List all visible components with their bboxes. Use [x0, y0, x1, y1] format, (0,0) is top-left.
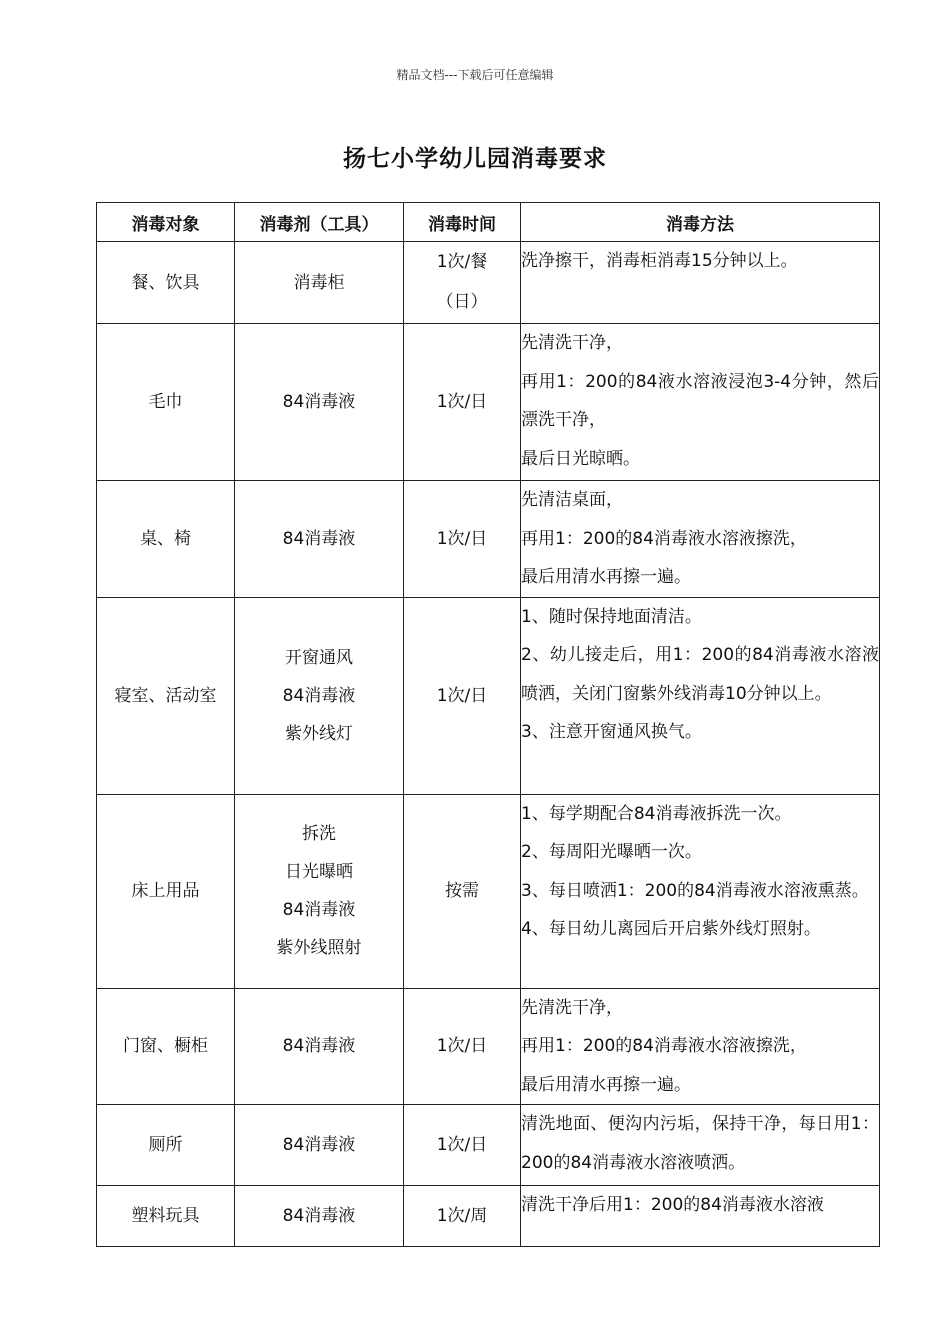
method-line: 先清洗干净，	[521, 333, 623, 353]
cell-method	[521, 988, 880, 1105]
method-line: 洗净擦干，消毒柜消毒15分钟以上。	[521, 251, 798, 271]
method-line: 最后日光晾晒。	[521, 448, 640, 469]
cell-time	[404, 242, 521, 324]
time-line: 1次/日	[436, 685, 488, 706]
agent-line: 开窗通风	[285, 647, 353, 668]
time-line: 1次/日	[436, 1135, 488, 1155]
table-row	[97, 597, 880, 794]
table-row	[97, 324, 880, 481]
cell-object: 床上用品	[97, 794, 235, 988]
cell-time	[404, 794, 521, 988]
time-line: 按需	[445, 881, 479, 901]
header-object: 消毒对象	[97, 203, 235, 242]
cell-object: 寝室、活动室	[97, 597, 235, 794]
method-line: 再用1：200的84消毒液水溶液擦洗，	[521, 528, 807, 549]
cell-time	[404, 1105, 521, 1186]
cell-agent	[235, 794, 404, 988]
cell-time	[404, 988, 521, 1105]
agent-line: 84消毒液	[282, 1135, 356, 1155]
table-row	[97, 1105, 880, 1186]
cell-time	[404, 324, 521, 481]
cell-method	[521, 481, 880, 598]
agent-line: 拆洗	[302, 824, 336, 844]
header-method: 消毒方法	[521, 203, 880, 242]
cell-method	[521, 242, 880, 324]
time-line: 1次/日	[436, 392, 488, 412]
table-row	[97, 242, 880, 324]
cell-object: 桌、椅	[97, 481, 235, 598]
method-line: 2、幼儿接走后，用1：200的84消毒液水溶液喷洒，关闭门窗紫外线消毒10分钟以上。	[521, 645, 879, 704]
time-line: 1次/餐	[436, 252, 488, 272]
cell-agent	[235, 242, 404, 324]
cell-object: 门窗、橱柜	[97, 988, 235, 1105]
cell-time	[404, 481, 521, 598]
method-line: 1、随时保持地面清洁。	[521, 606, 702, 627]
cell-method	[521, 1186, 880, 1247]
method-line: 最后用清水再擦一遍。	[521, 567, 691, 587]
table-header-row	[97, 203, 880, 242]
table-row	[97, 481, 880, 598]
agent-line: 消毒柜	[293, 272, 345, 293]
method-line: 再用1：200的84液水溶液浸泡3-4分钟，然后漂洗干净，	[521, 371, 879, 430]
agent-line: 84消毒液	[282, 900, 356, 920]
cell-method	[521, 794, 880, 988]
method-line: 先清洁桌面，	[521, 490, 623, 510]
agent-line: 紫外线灯	[285, 723, 353, 744]
time-line: （日）	[436, 292, 488, 312]
time-line: 1次/日	[436, 1036, 488, 1057]
method-line: 2、每周阳光曝晒一次。	[521, 842, 702, 862]
cell-time	[404, 597, 521, 794]
cell-method	[521, 1105, 880, 1186]
agent-line: 紫外线照射	[276, 938, 362, 958]
method-line: 先清洗干净，	[521, 997, 623, 1018]
table-row	[97, 988, 880, 1105]
cell-agent	[235, 324, 404, 481]
disinfection-table	[96, 202, 880, 1247]
page-title: 扬七小学幼儿园消毒要求	[343, 146, 607, 172]
cell-method	[521, 597, 880, 794]
method-line: 4、每日幼儿离园后开启紫外线灯照射。	[521, 919, 821, 939]
method-line: 3、每日喷洒1：200的84消毒液水溶液熏蒸。	[521, 880, 869, 901]
cell-agent	[235, 481, 404, 598]
cell-agent	[235, 1105, 404, 1186]
method-line: 清洗干净后用1：200的84消毒液水溶液	[521, 1195, 824, 1215]
method-line: 再用1：200的84消毒液水溶液擦洗，	[521, 1036, 807, 1056]
cell-object: 塑料玩具	[97, 1186, 235, 1247]
agent-line: 84消毒液	[282, 528, 356, 549]
cell-agent	[235, 597, 404, 794]
table-row	[97, 1186, 880, 1247]
method-line: 1、每学期配合84消毒液拆洗一次。	[521, 803, 792, 824]
time-line: 1次/周	[436, 1206, 488, 1226]
agent-line: 日光曝晒	[285, 862, 353, 882]
agent-line: 84消毒液	[282, 685, 356, 706]
header-time: 消毒时间	[404, 203, 521, 242]
cell-agent	[235, 1186, 404, 1247]
cell-agent	[235, 988, 404, 1105]
method-line: 清洗地面、便沟内污垢，保持干净，每日用1：200的84消毒液水溶液喷洒。	[521, 1114, 879, 1173]
time-line: 1次/日	[436, 528, 488, 549]
cell-object: 毛巾	[97, 324, 235, 481]
cell-method	[521, 324, 880, 481]
method-line: 最后用清水再擦一遍。	[521, 1074, 691, 1095]
agent-line: 84消毒液	[282, 392, 356, 412]
agent-line: 84消毒液	[282, 1206, 356, 1226]
header-note: 精品文档---下载后可任意编辑	[396, 68, 554, 82]
table-row	[97, 794, 880, 988]
method-line: 3、注意开窗通风换气。	[521, 722, 702, 742]
header-agent: 消毒剂（工具）	[235, 203, 404, 242]
cell-object: 餐、饮具	[97, 242, 235, 324]
cell-object: 厕所	[97, 1105, 235, 1186]
agent-line: 84消毒液	[282, 1036, 356, 1057]
cell-time	[404, 1186, 521, 1247]
